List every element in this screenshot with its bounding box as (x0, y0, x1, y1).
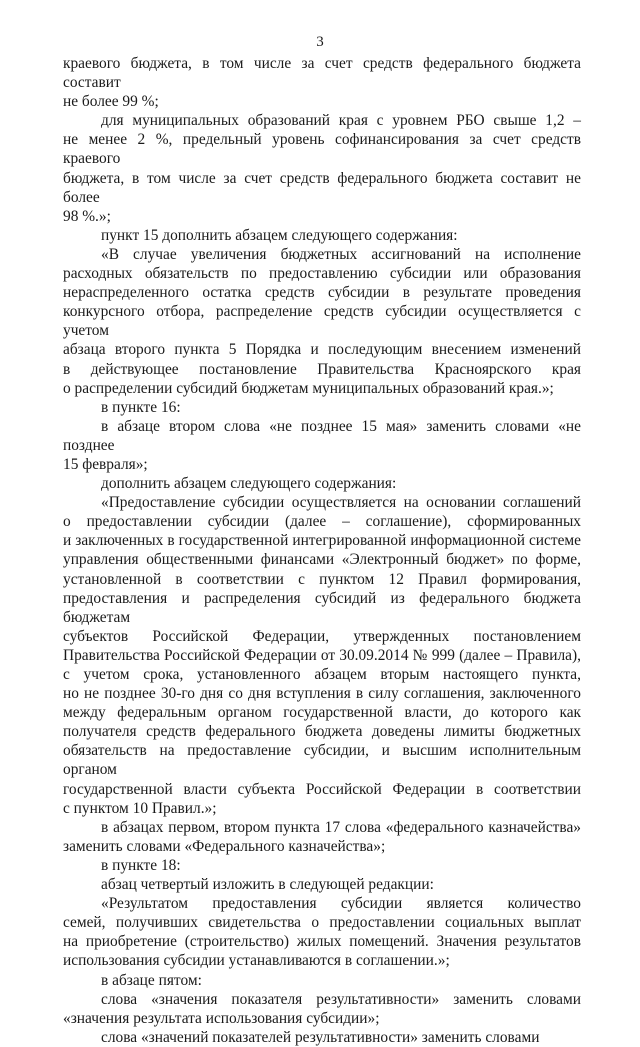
paragraph (63, 417, 581, 474)
text-line: обязательств на предоставление субсидии, и высшим исполнительным органом (63, 742, 581, 779)
paragraph (63, 111, 581, 226)
text-line: в пункте 16: (101, 398, 181, 416)
paragraph (63, 894, 581, 970)
paragraph (63, 398, 581, 417)
text-line: пункт 15 дополнить абзацем следующего содержания: (101, 226, 458, 244)
text-line: расходных обязательств по предоставлению субсидии или образования (63, 265, 581, 283)
text-line: в абзацах первом, втором пункта 17 слова «федерального казначейства» (101, 818, 581, 836)
text-line: Правительства Российской Федерации от 30.09.2014 № 999 (далее – Правила), (63, 646, 581, 664)
text-line: 98 %.»; (63, 207, 111, 225)
paragraph (63, 474, 581, 493)
text-line: на приобретение (строительство) жилых помещений. Значения результатов (63, 933, 581, 951)
text-line: в действующее постановление Правительства Красноярского края (63, 360, 581, 378)
text-line: с пунктом 10 Правил.»; (63, 799, 217, 817)
text-line: нераспределенного остатка средств субсидии в результате проведения (63, 284, 581, 302)
paragraph (63, 493, 581, 818)
paragraph (63, 856, 581, 875)
text-line: краевого бюджета, в том числе за счет средств федерального бюджета составит (63, 55, 581, 92)
paragraph (63, 54, 581, 111)
text-line: «значения результата использования субсидии»; (63, 1009, 380, 1027)
text-line: «В случае увеличения бюджетных ассигнований на исполнение (101, 245, 581, 263)
text-line: с учетом срока, установленного абзацем вторым настоящего пункта, (63, 666, 581, 683)
text-line: и заключенных в государственной интегрированной информационной системе (63, 532, 581, 550)
paragraph (63, 818, 581, 856)
text-line: «Результатом предоставления субсидии является количество (101, 895, 581, 913)
text-line: использования субсидии устанавливаются в соглашении.»; (63, 952, 450, 970)
text-line: в пункте 18: (101, 856, 181, 874)
text-line: о распределении субсидий бюджетам муниципальных образований края.»; (63, 379, 554, 397)
page-number: 3 (316, 34, 324, 50)
text-line: не менее 2 %, предельный уровень софинансирования за счет средств краевого (63, 131, 581, 168)
text-line: государственной власти субъекта Российской Федерации в соответствии (63, 780, 581, 798)
text-line: бюджета, в том числе за счет средств федерального бюджета составит не более (63, 169, 581, 206)
text-line: конкурсного отбора, распределение средств субсидии осуществляется с учетом (63, 303, 581, 340)
paragraph (63, 245, 581, 398)
text-line: дополнить абзацем следующего содержания: (101, 475, 397, 493)
text-line: слова «значений показателей результативности» заменить словами (101, 1028, 540, 1046)
text-line: получателя средств федерального бюджета доведены лимиты бюджетных (63, 723, 581, 741)
text-line: слова «значения показателя результативности» заменить словами (101, 990, 581, 1008)
document-body (63, 54, 581, 1047)
text-line: не более 99 %; (63, 93, 159, 111)
text-line: заменить словами «Федерального казначейства»; (63, 837, 386, 855)
text-line: 15 февраля»; (63, 455, 148, 473)
paragraph (63, 971, 581, 990)
text-line: семей, получивших свидетельства о предоставлении социальных выплат (63, 914, 581, 932)
paragraph (63, 226, 581, 245)
text-line: абзац четвертый изложить в следующей редакции: (101, 876, 434, 894)
text-line: предоставления и распределения субсидий из федерального бюджета бюджетам (63, 589, 581, 626)
text-line: «Предоставление субсидии осуществляется на основании соглашений (101, 494, 581, 512)
paragraph (63, 875, 581, 894)
paragraph (63, 1028, 581, 1047)
text-line: в абзаце пятом: (101, 971, 202, 989)
text-line: для муниципальных образований края с уровнем РБО свыше 1,2 – (101, 112, 581, 130)
text-line: установленной в соответствии с пунктом 12 Правил формирования, (63, 570, 581, 588)
text-line: о предоставлении субсидии (далее – соглашение), сформированных (63, 513, 581, 531)
paragraph (63, 990, 581, 1028)
text-line: абзаца второго пункта 5 Порядка и последующим внесением изменений (63, 341, 581, 359)
text-line: но не позднее 30-го дня со дня вступления в силу соглашения, заключенного (63, 685, 581, 703)
text-line: в абзаце втором слова «не позднее 15 мая» заменить словами «не позднее (63, 417, 581, 454)
text-line: субъектов Российской Федерации, утвержденных постановлением (63, 627, 581, 645)
text-line: управления общественными финансами «Электронный бюджет» по форме, (63, 551, 581, 569)
text-line: между федеральным органом государственной власти, до которого как (63, 704, 581, 722)
